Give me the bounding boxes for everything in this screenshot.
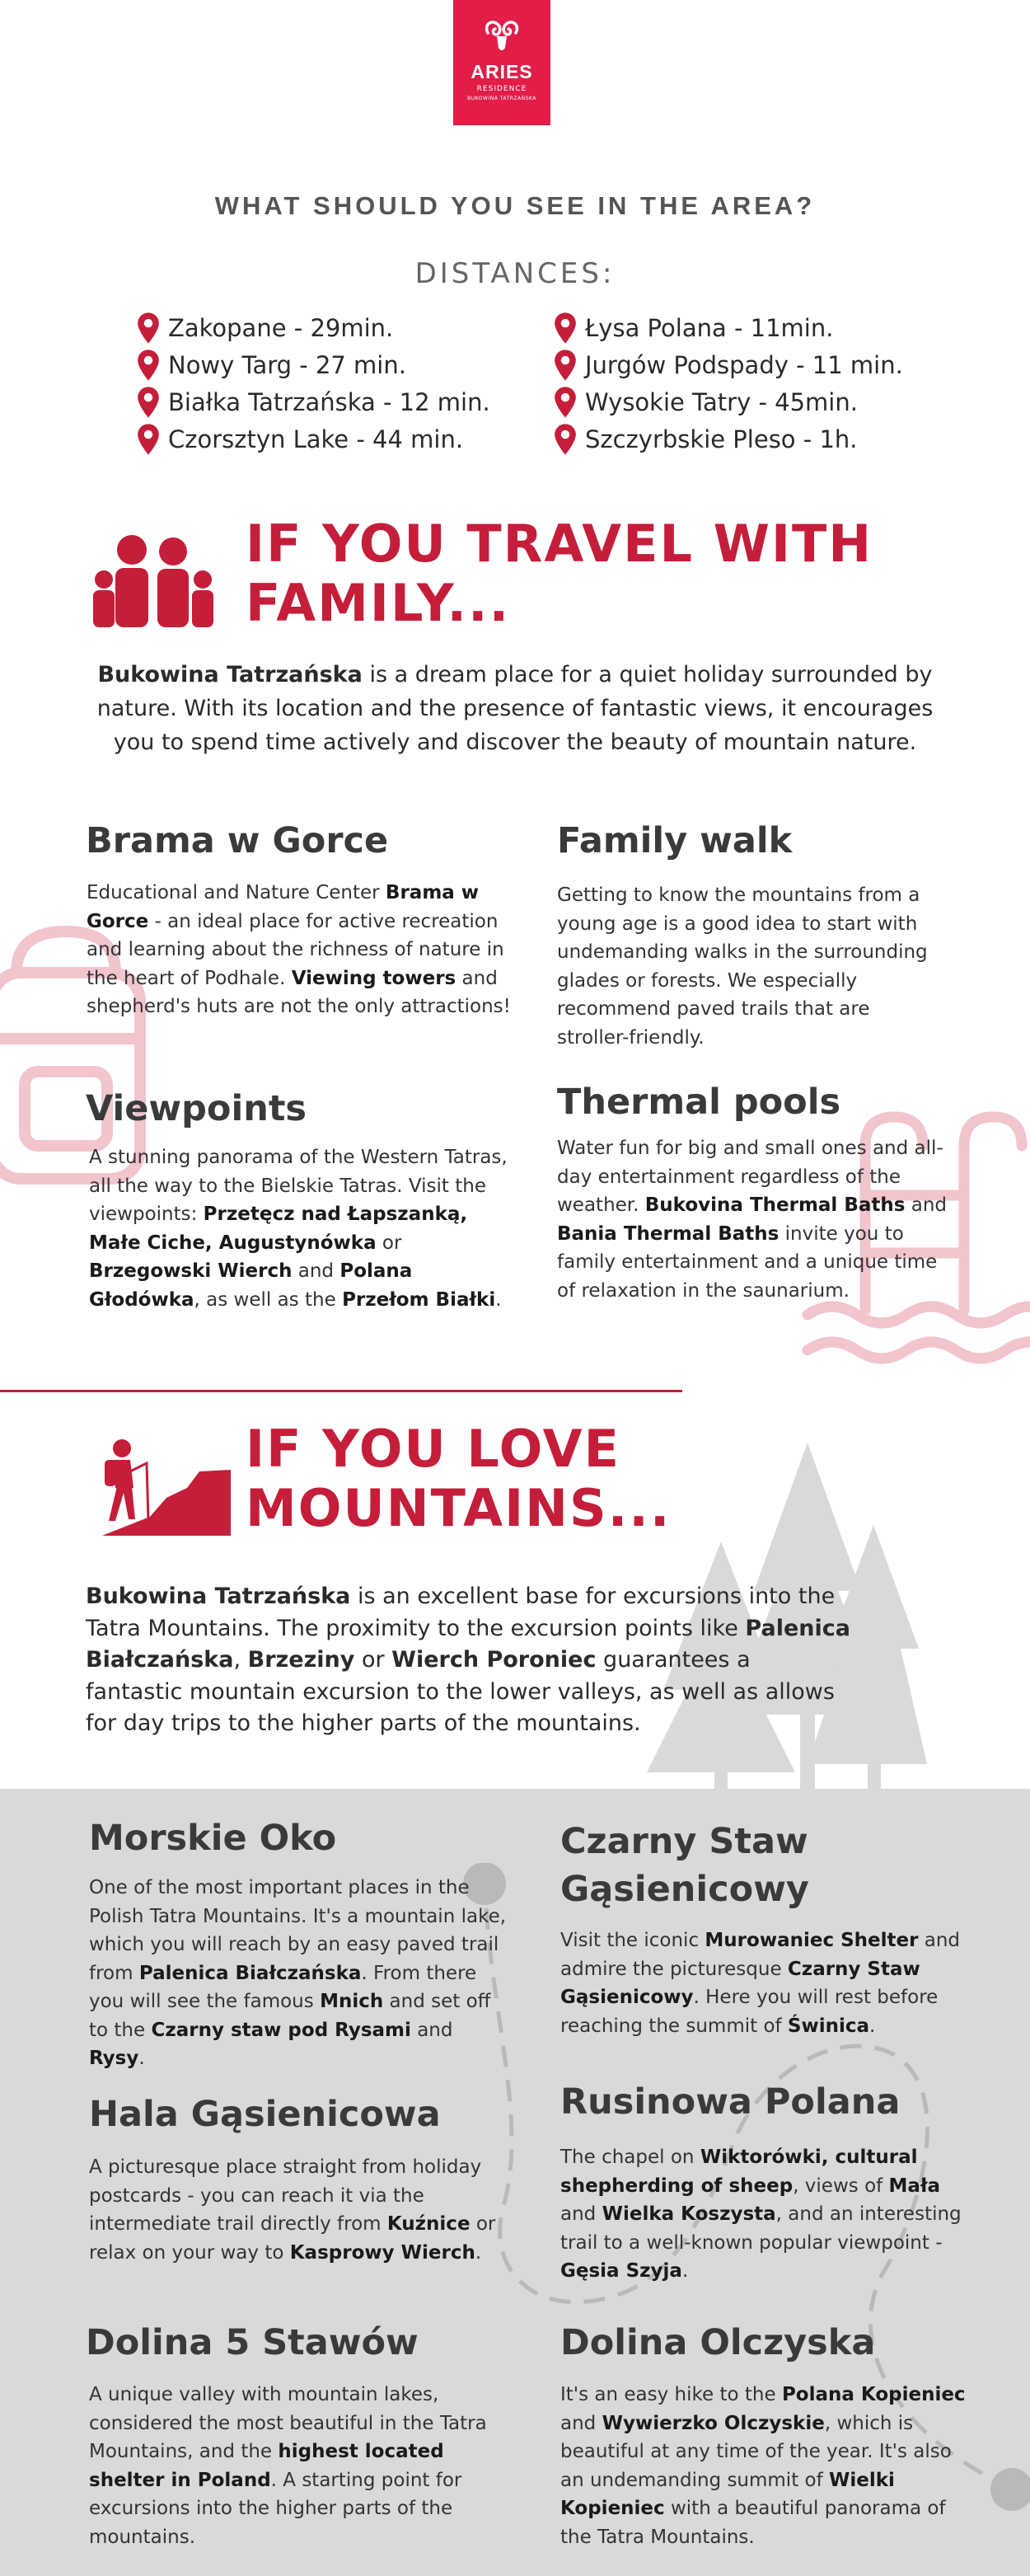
hala-text <box>89 2153 509 2267</box>
text-run: , which is beautiful at any time of the year. It's also an undemanding summit of <box>560 2412 952 2491</box>
mountains-title <box>246 1419 671 1538</box>
walk-text: Getting to know the mountains from a young age is a good idea to start with undemanding walks in the surrounding glades or forests. We especially recommend paved trails that are stroller-friendly. <box>557 884 928 1049</box>
morskie-text <box>89 1874 509 2073</box>
text-run: . <box>495 1288 502 1311</box>
bold-run: Wywierzko Olczyskie <box>602 2412 825 2434</box>
text-run: . <box>869 2015 876 2037</box>
mountains-intro <box>86 1581 852 1740</box>
distances-right-list <box>554 309 903 457</box>
thermal-text <box>557 1134 948 1305</box>
family-icon <box>89 532 221 631</box>
czarny-title-line2: Gąsienicowy <box>560 1869 809 1910</box>
text-run: , views of <box>793 2175 889 2197</box>
brand-name: ARIES <box>471 61 533 82</box>
rusinowa-text <box>560 2143 981 2286</box>
text-run: Water fun for big and small ones and all-day entertainment regardless of the weather. <box>557 1138 943 1216</box>
distances-heading: DISTANCES: <box>414 257 616 290</box>
text-run: or relax on your way to <box>89 2213 496 2264</box>
map-pin-icon <box>554 386 577 419</box>
brama-text <box>87 879 515 1021</box>
map-pin-icon <box>554 349 577 382</box>
family-intro-bold: Bukowina Tatrzańska <box>97 662 363 687</box>
map-pin-icon <box>137 349 160 382</box>
czarny-title-line1: Czarny Staw <box>560 1821 808 1862</box>
brand-logo <box>453 0 550 125</box>
hiker-icon <box>101 1438 232 1537</box>
olczyska-title: Dolina Olczyska <box>560 2322 876 2363</box>
brama-title: Brama w Gorce <box>86 820 389 861</box>
section-divider <box>0 1390 682 1392</box>
thermal-title: Thermal pools <box>557 1082 841 1123</box>
bold-run: Bania Thermal Baths <box>557 1222 780 1245</box>
family-intro <box>82 658 948 759</box>
bold-run: Bukovina Thermal Baths <box>644 1194 906 1216</box>
czarny-title <box>560 1818 809 1913</box>
text-run: A stunning panorama of the Western Tatras, all the way to the Bielskie Tatras. Visit the viewpoints: <box>89 1147 508 1225</box>
walk-title: Family walk <box>557 820 793 861</box>
ram-logo-icon <box>481 16 522 56</box>
bold-run: Wielka Koszysta <box>602 2203 776 2225</box>
distance-label: Wysokie Tatry - 45min. <box>585 387 858 416</box>
viewpoints-title: Viewpoints <box>86 1088 307 1129</box>
bold-run: Polana Kopieniec <box>781 2384 966 2405</box>
distance-item <box>137 383 490 420</box>
bold-run: Brama w Gorce <box>87 882 480 932</box>
bold-run: Bukowina Tatrzańska <box>86 1584 351 1609</box>
family-intro-text: is a dream place for a quiet holiday surrounded by nature. With its location and the presence of fantastic views, it encourages you to spend time actively and discover the beauty of mountain nature. <box>96 662 934 755</box>
bold-run: Kuźnice <box>386 2213 471 2235</box>
text-run: Educational and Nature Center <box>87 882 386 903</box>
text-run: invite you to family entertainment and a unique time of relaxation in the saunarium. <box>557 1222 938 1302</box>
family-title <box>246 514 873 633</box>
distance-label: Jurgów Podspady - 11 min. <box>585 350 903 379</box>
hala-title: Hala Gąsienicowa <box>89 2094 441 2135</box>
bold-run: Wiktorówki, cultural shepherding of sheep <box>560 2147 918 2197</box>
distance-item <box>554 309 903 346</box>
bold-run: Palenica Białczańska <box>138 1962 362 1984</box>
text-run: , <box>233 1647 248 1673</box>
text-run: - an ideal place for active recreation and learning about the richness of nature in the heart of Podhale. <box>87 910 504 989</box>
czarny-text <box>560 1926 981 2040</box>
map-pin-icon <box>137 386 160 419</box>
brand-location: BUKOWINA TATRZAŃSKA <box>467 96 536 101</box>
text-run: One of the most important places in the Polish Tatra Mountains. It's a mountain lake, which you will reach by an easy paved trail from <box>89 1877 507 1984</box>
distance-label: Białka Tatrzańska - 12 min. <box>168 387 490 416</box>
distance-item <box>554 420 903 457</box>
distance-label: Łysa Polana - 11min. <box>585 313 834 342</box>
text-run: . A starting point for excursions into the higher parts of the mountains. <box>89 2469 462 2548</box>
distance-label: Nowy Targ - 27 min. <box>168 350 406 379</box>
distance-item <box>137 346 490 383</box>
family-title-line2: FAMILY... <box>246 573 511 633</box>
text-run: and admire the picturesque <box>560 1930 961 1980</box>
bold-run: Kasprowy Wierch <box>289 2241 475 2264</box>
distance-item <box>554 346 903 383</box>
text-run: The chapel on <box>560 2147 700 2168</box>
distance-label: Zakopane - 29min. <box>168 313 394 342</box>
map-pin-icon <box>554 423 577 456</box>
text-run: . <box>475 2241 482 2264</box>
morskie-title: Morskie Oko <box>89 1818 337 1859</box>
distances-left-list <box>137 309 490 457</box>
viewpoints-text <box>89 1143 517 1314</box>
map-pin-icon <box>554 312 577 345</box>
text-run: A picturesque place straight from holiday postcards - you can reach it via the intermediate trail directly from <box>89 2156 482 2235</box>
text-run: Visit the iconic <box>560 1930 705 1951</box>
distance-item <box>554 383 903 420</box>
bold-run: Rysy <box>89 2048 139 2069</box>
distance-item <box>137 420 490 457</box>
bold-run: Palenica Białczańska <box>86 1615 850 1673</box>
bold-run: Przełom Białki <box>342 1288 496 1311</box>
text-run: It's an easy hike to the <box>560 2384 782 2405</box>
family-title-line1: IF YOU TRAVEL WITH <box>246 514 873 574</box>
text-run: guarantees a fantastic mountain excursion to the lower valleys, as well as allows for day trips to the higher parts of the mountains. <box>86 1647 835 1736</box>
text-run: , as well as the <box>194 1288 343 1311</box>
bold-run: Przetęcz nad Łapszanką, Małe Ciche, Augustynówka <box>89 1204 468 1254</box>
dolina5-text <box>89 2381 526 2551</box>
bold-run: Czarny Staw Gąsienicowy <box>560 1958 920 2008</box>
text-run: or <box>354 1647 392 1673</box>
text-run: with a beautiful panorama of the Tatra Mountains. <box>560 2498 946 2548</box>
text-run: . Here you will rest before reaching the summit of <box>560 1987 939 2037</box>
text-run: and <box>560 2203 602 2225</box>
text-run: and <box>560 2412 602 2434</box>
bold-run: Brzeziny <box>247 1647 355 1673</box>
bold-run: Mała <box>888 2175 941 2197</box>
bold-run: Murowaniec Shelter <box>705 1930 919 1951</box>
text-run: and set off to the <box>89 1991 491 2041</box>
bold-run: Polana Głodówka <box>89 1260 413 1311</box>
text-run: and <box>410 2019 453 2041</box>
distance-item <box>137 309 490 346</box>
bold-run: Świnica <box>787 2015 870 2037</box>
text-run: and <box>905 1194 948 1216</box>
distance-label: Szczyrbskie Pleso - 1h. <box>585 425 858 453</box>
bold-run: Brzegowski Wierch <box>89 1260 293 1282</box>
text-run: A unique valley with mountain lakes, considered the most beautiful in the Tatra Mountains, and the <box>89 2384 487 2462</box>
bold-run: highest located shelter in Poland <box>89 2441 444 2491</box>
rusinowa-title: Rusinowa Polana <box>560 2081 901 2123</box>
mountains-title-line2: MOUNTAINS... <box>246 1478 672 1538</box>
text-run: . <box>138 2048 145 2069</box>
dolina5-title: Dolina 5 Stawów <box>86 2322 419 2363</box>
text-run: . From there you will see the famous <box>89 1962 477 2012</box>
brand-subtitle: RESIDENCE <box>476 85 527 93</box>
text-run: and <box>292 1260 340 1282</box>
area-heading: WHAT SHOULD YOU SEE IN THE AREA? <box>214 191 816 220</box>
bold-run: Wierch Poroniec <box>391 1647 597 1673</box>
text-run: . <box>681 2260 689 2282</box>
olczyska-text <box>560 2381 981 2551</box>
bold-run: Mnich <box>320 1991 384 2012</box>
text-run: and shepherd's huts are not the only attractions! <box>87 967 511 1017</box>
bold-run: Czarny staw pod Rysami <box>151 2019 411 2041</box>
distance-label: Czorsztyn Lake - 44 min. <box>168 425 464 453</box>
map-pin-icon <box>137 423 160 456</box>
bold-run: Gęsia Szyja <box>560 2260 682 2282</box>
map-pin-icon <box>137 312 160 345</box>
text-run: or <box>376 1232 402 1254</box>
mountains-title-line1: IF YOU LOVE <box>246 1419 621 1479</box>
bold-run: Viewing towers <box>291 967 456 989</box>
bold-run: Wielki Kopieniec <box>560 2469 895 2519</box>
text-run: is an excellent base for excursions into the Tatra Mountains. The proximity to the excursion points like <box>86 1584 836 1641</box>
text-run: , and an interesting trail to a well-known popular viewpoint - <box>560 2203 962 2254</box>
